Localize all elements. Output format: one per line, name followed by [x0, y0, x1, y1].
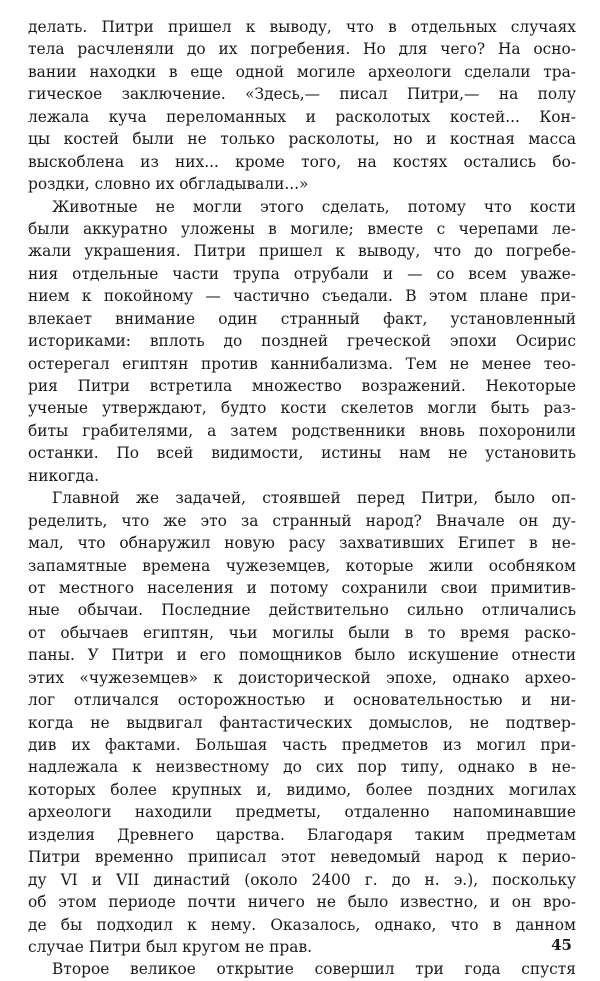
paragraph	[28, 487, 576, 958]
text-line: надлежала к неизвестному до сих пор типу, однако в не-	[28, 758, 576, 777]
text-line: от местного населения и потому сохранили свои примитив-	[28, 578, 576, 597]
text-line: историками: вплоть до поздней греческой эпохи Осирис	[28, 332, 576, 351]
text-line: влекает внимание один странный факт, установленный	[28, 309, 576, 328]
text-line: цы костей были не только расколоты, но и костная масса	[28, 130, 576, 149]
paragraph	[28, 16, 576, 196]
text-line: запамятные времена чужеземцев, которые жили особняком	[28, 556, 576, 575]
text-line: от обычаев египтян, чьи могилы были в то время раско-	[28, 623, 576, 642]
text-line: делать. Питри пришел к выводу, что в отдельных случаях	[28, 18, 576, 36]
text-line: вании находки в еще одной могиле археологи сделали тра-	[28, 62, 576, 81]
text-line: мал, что обнаружил новую расу захвативших Египет в не-	[28, 534, 576, 553]
text-line: лог отличался осторожностью и основательностью и ни-	[28, 691, 576, 710]
page-number: 45	[551, 936, 572, 954]
text-line: тела расчленяли до их погребения. Но для чего? На осно-	[28, 40, 576, 59]
paragraph	[28, 958, 576, 980]
text-line: ные обычаи. Последние действительно сильно отличались	[28, 601, 576, 620]
text-line: когда не выдвигал фантастических домыслов, не подтвер-	[28, 713, 576, 732]
text-line: никогда.	[28, 466, 100, 485]
text-line: изделия Древнего царства. Благодаря таким предметам	[28, 825, 576, 844]
body-text	[28, 16, 576, 981]
text-line: останки. По всей видимости, истины нам не установить	[28, 444, 576, 463]
text-line: выскоблена из них... кроме того, на костях остались бо-	[28, 152, 576, 171]
text-line: случае Питри был кругом не прав.	[28, 937, 313, 956]
text-line: Второе великое открытие совершил три года спустя	[52, 960, 576, 979]
text-line: были аккуратно уложены в могиле; вместе с черепами ле-	[28, 219, 576, 238]
text-line: ученые утверждают, будто кости скелетов могли быть раз-	[28, 399, 576, 418]
text-line: ределить, что же это за странный народ? Вначале он ду-	[28, 511, 576, 530]
text-line: Главной же задачей, стоявшей перед Питри, было оп-	[52, 489, 576, 508]
text-line: роздки, словно их обгладывали...»	[28, 175, 309, 194]
text-line: этих «чужеземцев» к доисторической эпохе, однако архео-	[28, 668, 576, 687]
text-line: нием к покойному — частично съедали. В этом плане при-	[28, 287, 576, 306]
text-line: которых более крупных и, видимо, более поздних могилах	[28, 780, 576, 799]
text-line: див их фактами. Большая часть предметов из могил при-	[28, 736, 576, 754]
text-line: Питри временно приписал этот неведомый народ к перио-	[28, 848, 576, 867]
text-line: биты грабителями, а затем родственники вновь похоронили	[28, 421, 576, 440]
paragraph	[28, 196, 576, 488]
text-line: археологи находили предметы, отдаленно напоминавшие	[28, 803, 576, 822]
text-line: рия Питри встретила множество возражений. Некоторые	[28, 377, 576, 395]
text-line: жали украшения. Питри пришел к выводу, что до погребе-	[28, 242, 576, 261]
text-line: паны. У Питри и его помощников было искушение отнести	[28, 646, 576, 665]
text-line: ния отдельные части трупа отрубали и — со всем уваже-	[28, 264, 576, 283]
text-line: гическое заключение. «Здесь,— писал Питри,— на полу	[28, 85, 576, 104]
text-line: лежала куча переломанных и расколотых костей... Кон-	[28, 107, 576, 126]
text-line: остерегал египтян против каннибализма. Тем не менее тео-	[28, 354, 576, 373]
text-line: Животные не могли этого сделать, потому что кости	[52, 197, 576, 216]
text-line: ду VI и VII династий (около 2400 г. до н. э.), поскольку	[28, 870, 576, 889]
text-line: об этом периоде почти ничего не было известно, и он вро-	[28, 893, 576, 912]
text-line: де бы подходил к нему. Оказалось, однако, что в данном	[28, 915, 576, 934]
